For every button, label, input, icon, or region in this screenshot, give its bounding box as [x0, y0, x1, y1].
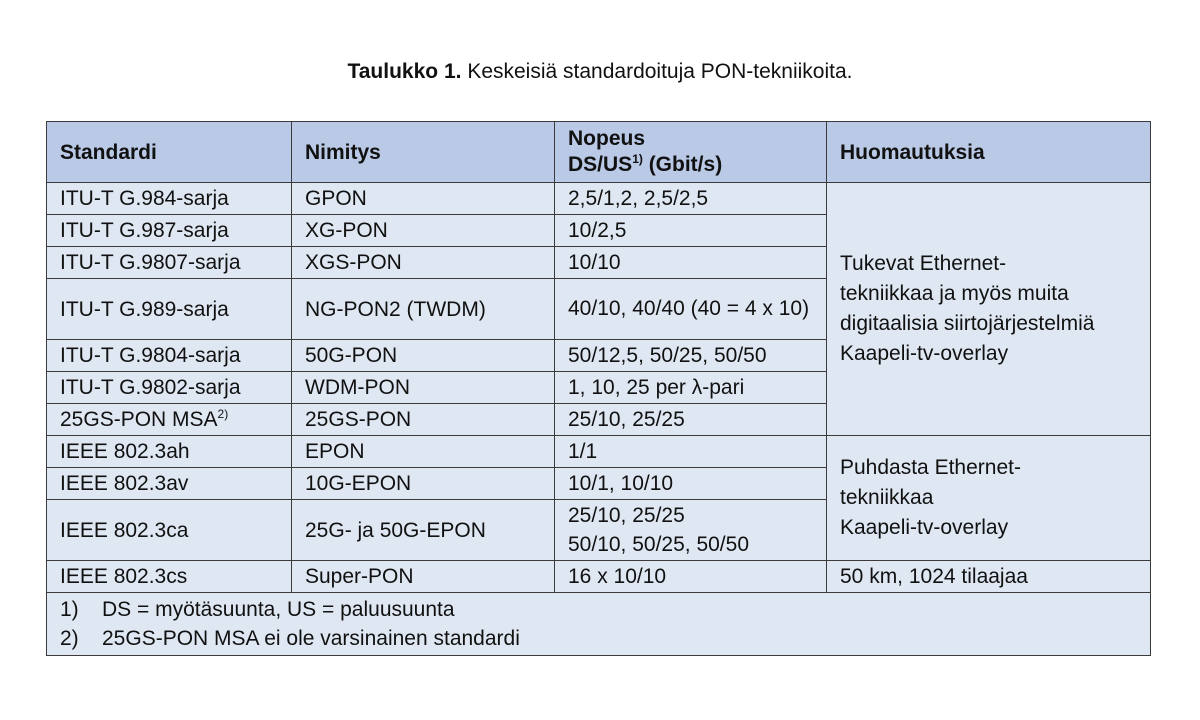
remarks-ieee-line1: Puhdasta Ethernet- — [840, 456, 1021, 479]
cell-speed: 2,5/1,2, 2,5/2,5 — [555, 183, 827, 215]
cell-standard: ITU-T G.9804-sarja — [47, 340, 292, 372]
remarks-ieee — [827, 436, 1151, 561]
caption-label: Taulukko 1. — [347, 60, 462, 83]
cell-speed-line1: 25/10, 25/25 — [568, 504, 685, 527]
footnote-2 — [60, 624, 1150, 653]
remarks-ieee-line3: Kaapeli-tv-overlay — [840, 516, 1009, 539]
remarks-itu-line1: Tukevat Ethernet- — [840, 252, 1007, 275]
remarks-itu-line3: digitaalisia siirtojärjestelmiä — [840, 312, 1095, 335]
footnote-number: 1) — [60, 598, 79, 621]
cell-speed: 50/12,5, 50/25, 50/50 — [555, 340, 827, 372]
cell-speed: 40/10, 40/40 (40 = 4 x 10) — [555, 279, 827, 340]
cell-speed: 16 x 10/10 — [555, 561, 827, 593]
cell-standard: ITU-T G.9807-sarja — [47, 247, 292, 279]
header-speed-line1: Nopeus — [568, 127, 646, 150]
cell-standard: ITU-T G.987-sarja — [47, 215, 292, 247]
footnote-row — [47, 593, 1151, 656]
footnote-number: 2) — [60, 627, 79, 650]
header-speed-unit: DS/US — [568, 153, 633, 176]
cell-speed: 1/1 — [555, 436, 827, 468]
table-row — [47, 436, 1151, 468]
cell-name: Super-PON — [292, 561, 555, 593]
cell-speed: 10/1, 10/10 — [555, 468, 827, 500]
header-standard: Standardi — [47, 122, 292, 183]
cell-standard: IEEE 802.3ca — [47, 500, 292, 561]
cell-name: GPON — [292, 183, 555, 215]
cell-standard-text: 25GS-PON MSA — [60, 408, 218, 431]
cell-standard: IEEE 802.3ah — [47, 436, 292, 468]
cell-name: 25GS-PON — [292, 404, 555, 436]
cell-standard — [47, 404, 292, 436]
cell-name: 10G-EPON — [292, 468, 555, 500]
cell-speed: 1, 10, 25 per λ-pari — [555, 372, 827, 404]
cell-name: 50G-PON — [292, 340, 555, 372]
footnote-text: 25GS-PON MSA ei ole varsinainen standardi — [102, 627, 520, 650]
pon-standards-table — [46, 121, 1151, 656]
cell-speed: 10/10 — [555, 247, 827, 279]
caption-text: Keskeisiä standardoituja PON-tekniikoita. — [467, 60, 853, 83]
header-speed-footnote-ref: 1) — [632, 152, 643, 166]
header-speed-gbit: (Gbit/s) — [642, 153, 723, 176]
cell-remarks: 50 km, 1024 tilaajaa — [827, 561, 1151, 593]
cell-speed: 10/2,5 — [555, 215, 827, 247]
cell-standard: ITU-T G.984-sarja — [47, 183, 292, 215]
cell-name: NG-PON2 (TWDM) — [292, 279, 555, 340]
footnotes — [47, 593, 1151, 656]
remarks-itu — [827, 183, 1151, 436]
cell-name: 25G- ja 50G-EPON — [292, 500, 555, 561]
cell-name: XG-PON — [292, 215, 555, 247]
cell-standard: IEEE 802.3cs — [47, 561, 292, 593]
remarks-itu-line2: tekniikkaa ja myös muita — [840, 282, 1069, 305]
table-row — [47, 183, 1151, 215]
cell-speed — [555, 500, 827, 561]
cell-standard: ITU-T G.989-sarja — [47, 279, 292, 340]
cell-standard: ITU-T G.9802-sarja — [47, 372, 292, 404]
header-remarks: Huomautuksia — [827, 122, 1151, 183]
cell-name: EPON — [292, 436, 555, 468]
remarks-itu-line4: Kaapeli-tv-overlay — [840, 342, 1009, 365]
header-name: Nimitys — [292, 122, 555, 183]
table-caption — [0, 60, 1200, 84]
footnote-text: DS = myötäsuunta, US = paluusuunta — [102, 598, 455, 621]
cell-name: XGS-PON — [292, 247, 555, 279]
footnote-1 — [60, 595, 1150, 624]
cell-name: WDM-PON — [292, 372, 555, 404]
table-row — [47, 561, 1151, 593]
header-speed — [555, 122, 827, 183]
standard-footnote-ref: 2) — [217, 407, 229, 421]
header-row — [47, 122, 1151, 183]
cell-speed: 25/10, 25/25 — [555, 404, 827, 436]
remarks-ieee-line2: tekniikkaa — [840, 486, 934, 509]
cell-speed-line2: 50/10, 50/25, 50/50 — [568, 533, 749, 556]
cell-standard: IEEE 802.3av — [47, 468, 292, 500]
